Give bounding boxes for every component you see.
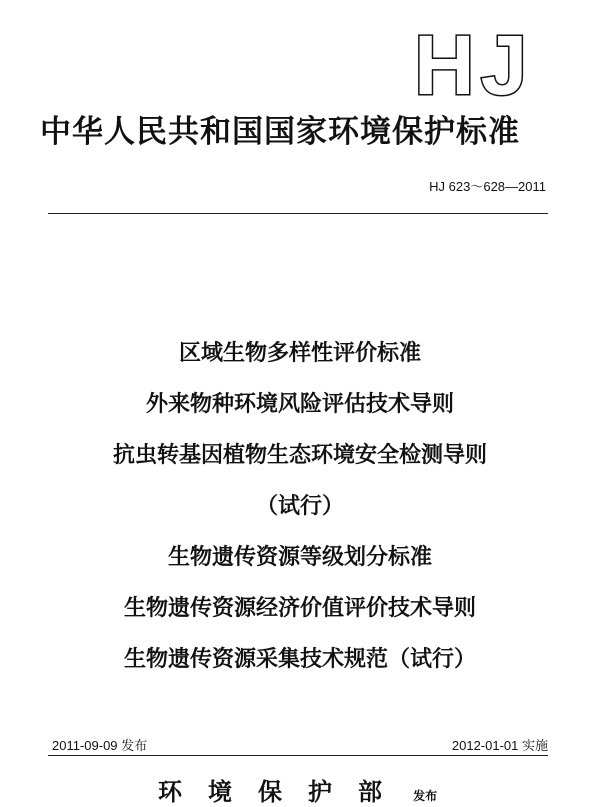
publisher-suffix: 发布 — [413, 789, 438, 803]
standard-title: 生物遗传资源采集技术规范（试行） — [123, 647, 476, 672]
standard-title: 区域生物多样性评价标准 — [178, 341, 421, 366]
publisher-name: 环境保护部 — [158, 777, 408, 806]
standard-title: 外来物种环境风险评估技术导则 — [145, 392, 454, 417]
standard-titles — [0, 328, 600, 685]
standard-title: 抗虫转基因植物生态环境安全检测导则 — [112, 443, 487, 468]
header-divider — [48, 213, 548, 214]
hj-logo — [412, 20, 562, 100]
standard-code: HJ 623～628—2011 — [429, 179, 546, 194]
issuing-body-title: 中华人民共和国国家环境保护标准 — [40, 114, 520, 150]
footer-divider — [48, 755, 548, 756]
standard-title: （试行） — [255, 494, 344, 519]
effective-date: 2012-01-01 实施 — [451, 738, 548, 753]
hj-logo-text: HJ — [414, 20, 534, 100]
standard-title: 生物遗传资源经济价值评价技术导则 — [123, 596, 476, 621]
publisher — [158, 772, 437, 807]
standard-title: 生物遗传资源等级划分标准 — [167, 545, 432, 570]
release-date: 2011-09-09 发布 — [52, 738, 148, 753]
